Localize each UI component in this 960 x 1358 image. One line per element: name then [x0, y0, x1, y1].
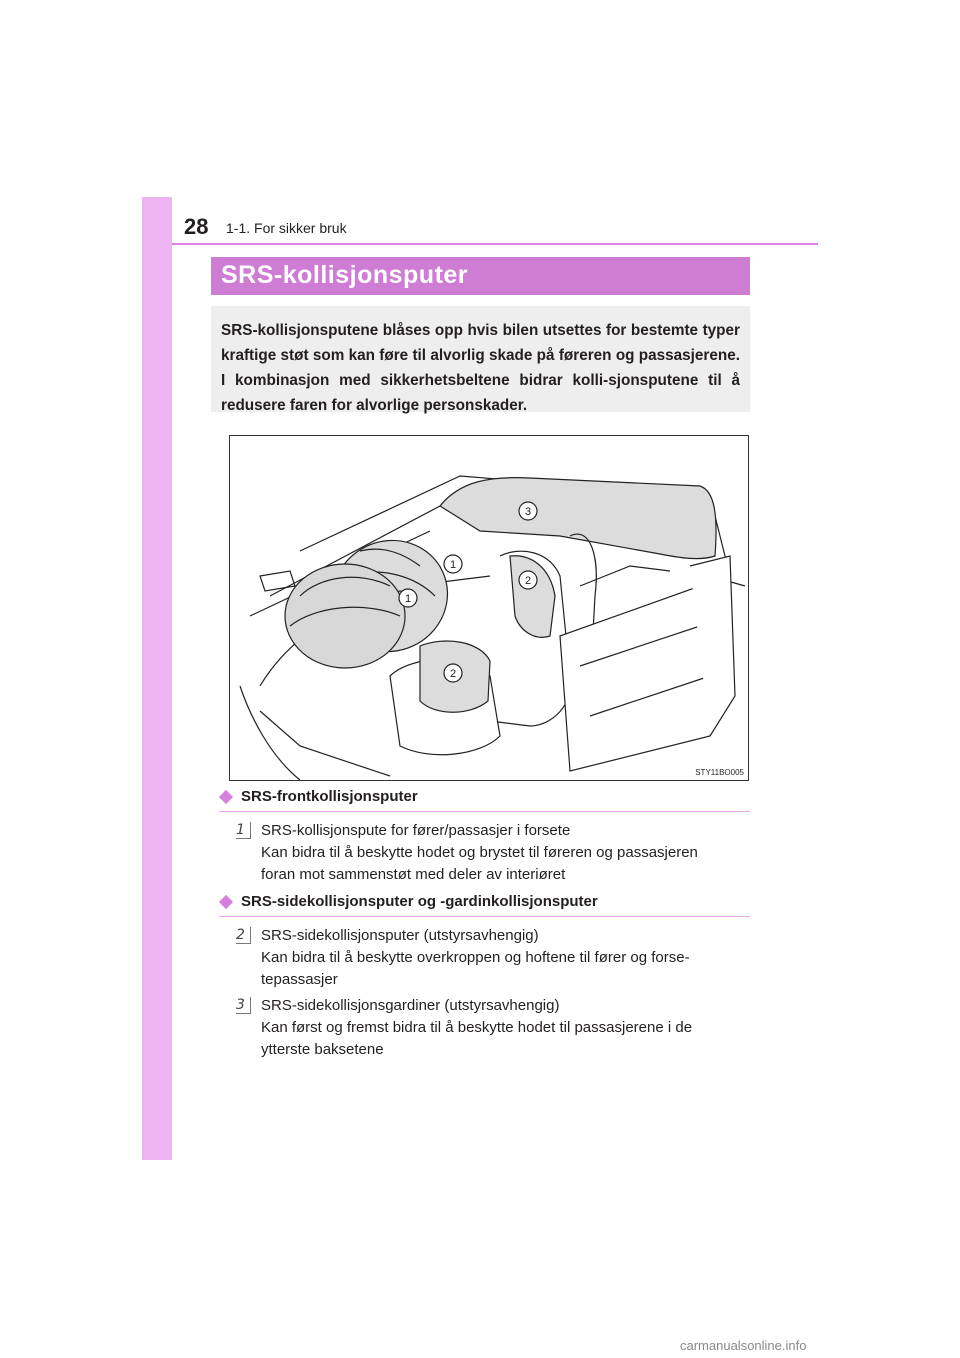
- item-title: SRS-sidekollisjonsgardiner (utstyrsavhengig): [261, 997, 560, 1014]
- section-heading-front-airbags: [219, 788, 418, 805]
- list-item: [236, 925, 750, 991]
- callout-label: 2: [524, 575, 532, 587]
- section-divider: [219, 811, 750, 812]
- chapter-title: 1-1. For sikker bruk: [226, 220, 347, 236]
- item-desc-line: ytterste baksetene: [261, 1041, 384, 1058]
- list-item: [236, 995, 750, 1061]
- callout-label: 1: [404, 593, 412, 605]
- callout-label: 2: [449, 668, 457, 680]
- item-title: SRS-sidekollisjonsputer (utstyrsavhengig): [261, 927, 539, 944]
- header-divider: [172, 243, 818, 245]
- airbag-illustration: [229, 435, 749, 781]
- page-title: SRS-kollisjonsputer: [221, 261, 469, 289]
- item-body: [261, 820, 751, 886]
- item-desc-line: foran mot sammenstøt med deler av interiøret: [261, 866, 566, 883]
- item-desc-line: Kan bidra til å beskytte hodet og brystet til føreren og passasjeren: [261, 844, 698, 861]
- figure-code: STY11BO005: [695, 768, 744, 777]
- callout-label: 3: [524, 506, 532, 518]
- item-desc-line: Kan bidra til å beskytte overkroppen og hoftene til fører og forse-: [261, 949, 690, 966]
- diamond-bullet-icon: [219, 894, 233, 908]
- item-number-icon: 1: [236, 822, 251, 839]
- section-heading-text: SRS-sidekollisjonsputer og -gardinkollisjonsputer: [241, 893, 598, 910]
- section-title-bar: [211, 257, 750, 295]
- diamond-bullet-icon: [219, 789, 233, 803]
- item-body: [261, 925, 751, 991]
- intro-text: SRS-kollisjonsputene blåses opp hvis bilen utsettes for bestemte typer kraftige støt som kan føre til alvorlig skade på føreren og passasjerene. I kombinasjon med sikkerhetsbeltene bidrar kolli-sjonsputene til å redusere faren for alvorlige personskader.: [221, 322, 740, 414]
- item-desc-line: Kan først og fremst bidra til å beskytte hodet til passasjerene i de: [261, 1019, 693, 1036]
- section-heading-side-airbags: [219, 893, 598, 910]
- watermark: carmanualsonline.info: [680, 1338, 807, 1353]
- item-number-icon: 2: [236, 927, 251, 944]
- item-title: SRS-kollisjonspute for fører/passasjer i forsete: [261, 822, 571, 839]
- list-item: [236, 820, 750, 886]
- item-body: [261, 995, 751, 1061]
- car-interior-drawing: [230, 436, 748, 780]
- page-number: 28: [184, 214, 209, 239]
- intro-box: [211, 306, 750, 412]
- item-desc-line: tepassasjer: [261, 971, 338, 988]
- item-number-icon: 3: [236, 997, 251, 1014]
- chapter-sidebar-tab: [142, 197, 172, 1160]
- section-heading-text: SRS-frontkollisjonsputer: [241, 788, 418, 805]
- section-divider: [219, 916, 750, 917]
- callout-label: 1: [449, 559, 457, 571]
